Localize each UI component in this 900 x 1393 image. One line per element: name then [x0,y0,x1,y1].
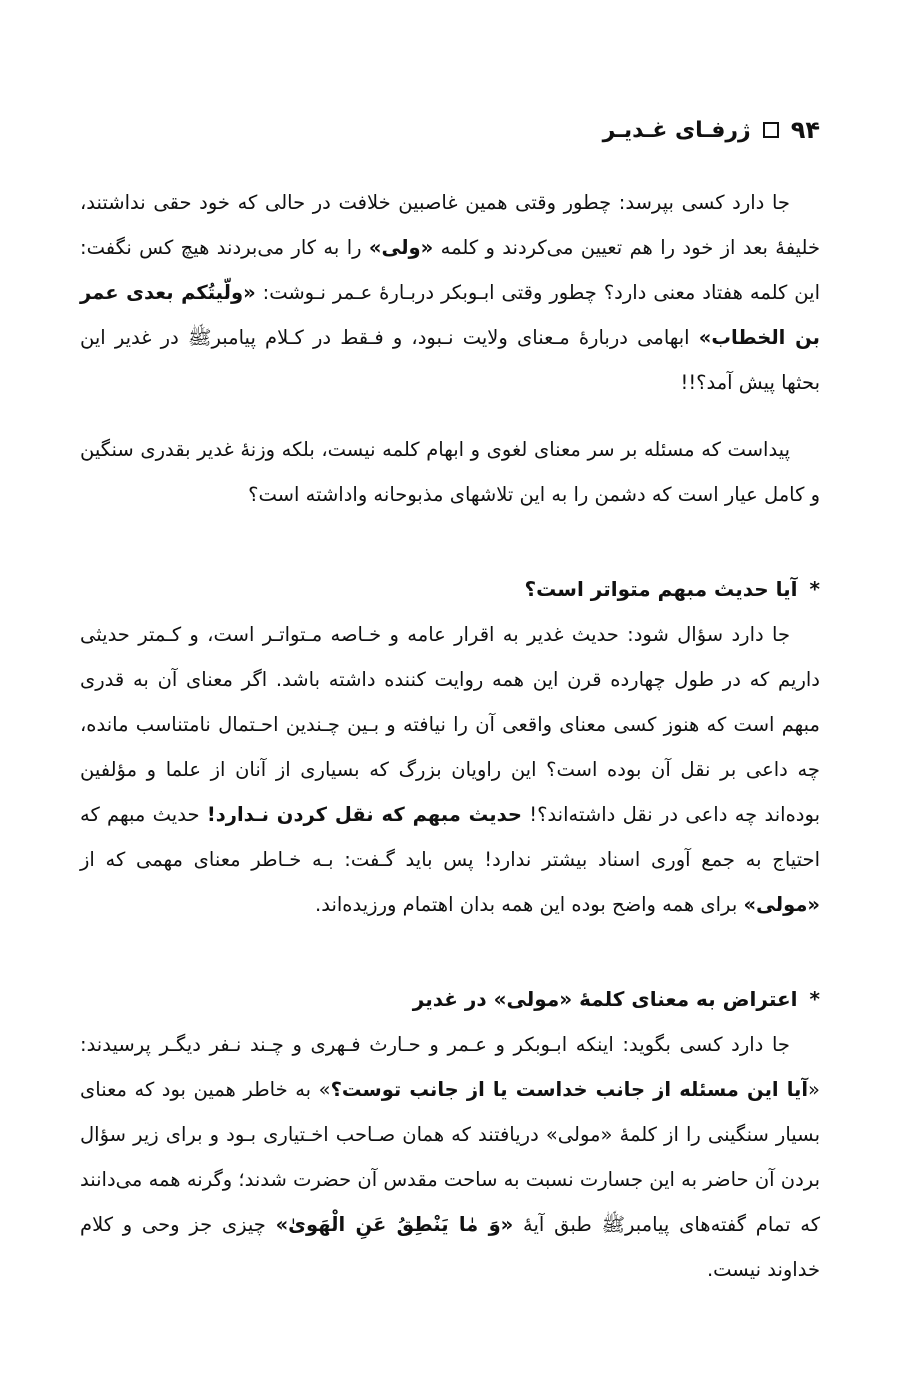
paragraph-4 [80,1022,820,1292]
square-icon [763,122,779,138]
section-heading-text: اعتراض به معنای کلمهٔ «مولی» در غدیر [412,987,798,1011]
paragraph-3-text-b: حدیث مبهم که احتیاج به جمع آوری اسناد بیشتر ندارد! پس باید گـفت: بـه خـاطر معنای مهمی که از [80,803,820,871]
paragraph-1-text-a: جا دارد کسی بپرسد: چطور وقتی همین غاصبین خلافت در حالی که خود حقی نداشتند، خلیفهٔ بعد از خود را هم تعیین می‌کردند و کلمه [80,191,820,259]
paragraph-3-text-a: جا دارد سؤال شود: حدیث غدیر به اقرار عامه و خـاصه مـتواتـر است، و کـمتر حدیثی داریم که در طول چهارده قرن این همه روایت کننده داشته باشد. اگر معنای آن به قدری مبهم است که هنوز کسی معنای واقعی آن را نیافته و بـین چـندین احـتمال نامتناسب مانده، چه داعی بر نقل آن بوده است؟ این راویان بزرگ که بسیاری از آنان از علما و مؤلفین بوده‌اند چه داعی در نقل داشته‌اند؟! [80,623,820,826]
page-number: ۹۴ [790,116,820,144]
paragraph-1-text-b: را به کار می‌بردند هیچ کس نگفت: این کلمه هفتاد معنی دارد؟ چطور وقتی ابـوبکر دربـارهٔ عـمر نـوشت: [80,236,820,304]
section-heading-objection [80,977,820,1022]
asterisk-icon: * [809,577,820,601]
paragraph-3-bold-mawla: «مولی» [743,893,820,916]
asterisk-icon: * [809,987,820,1011]
paragraph-4-bold-ayah: «وَ مٰا یَنْطِقُ عَنِ الْهَویٰ» [275,1213,514,1236]
paragraph-4-text-c: چیزی جز وحی و کلام خداوند نیست. [80,1213,820,1281]
paragraph-3-bold-a: حدیث مبهم که نقل کردن نـدارد! [206,803,522,826]
paragraph-4-text-a: جا دارد کسی بگوید: اینکه ابـوبکر و عـمر و حـارث فـهری و چـند نـفر دیگـر پرسیدند: « [80,1033,820,1101]
section-heading-mutawatir [80,567,820,612]
paragraph-1-bold-quote: «ولّیتُکم بعدی عمر بن الخطاب» [80,281,820,349]
running-header [80,100,820,160]
running-title: ژرفـای غـدیـر [602,117,751,143]
paragraph-3 [80,612,820,927]
paragraph-1-text-c: ابهامی دربارهٔ مـعنای ولایت نـبود، و فـقط در کـلام پیامبرﷺ در غدیر این بحثها پیش آمد؟!! [80,326,820,394]
book-page [80,100,820,1292]
paragraph-1 [80,180,820,405]
section-heading-text: آیا حدیث مبهم متواتر است؟ [524,577,798,601]
paragraph-3-text-c: برای همه واضح بوده این همه بدان اهتمام ورزیده‌اند. [315,893,744,916]
paragraph-1-bold-vali: «ولی» [368,236,434,259]
paragraph-4-bold-question: آیا این مسئله از جانب خداست یا از جانب توست؟ [330,1078,809,1101]
paragraph-4-text-b: » به خاطر همین بود که معنای بسیار سنگینی را از کلمهٔ «مولی» دریافتند که همان صـاحب اخـتیاری بـود و برای زیر سؤال بردن آن حاضر به این جسارت نسبت به ساحت مقدس آن حضرت شدند؛ وگرنه همه می‌دانند که تمام گفته‌های پیامبرﷺ طبق آیهٔ [80,1078,820,1236]
paragraph-2: پیداست که مسئله بر سر معنای لغوی و ابهام کلمه نیست، بلکه وزنهٔ غدیر بقدری سنگین و کامل عیار است که دشمن را به این تلاشهای مذبوحانه واداشته است؟ [80,438,820,506]
